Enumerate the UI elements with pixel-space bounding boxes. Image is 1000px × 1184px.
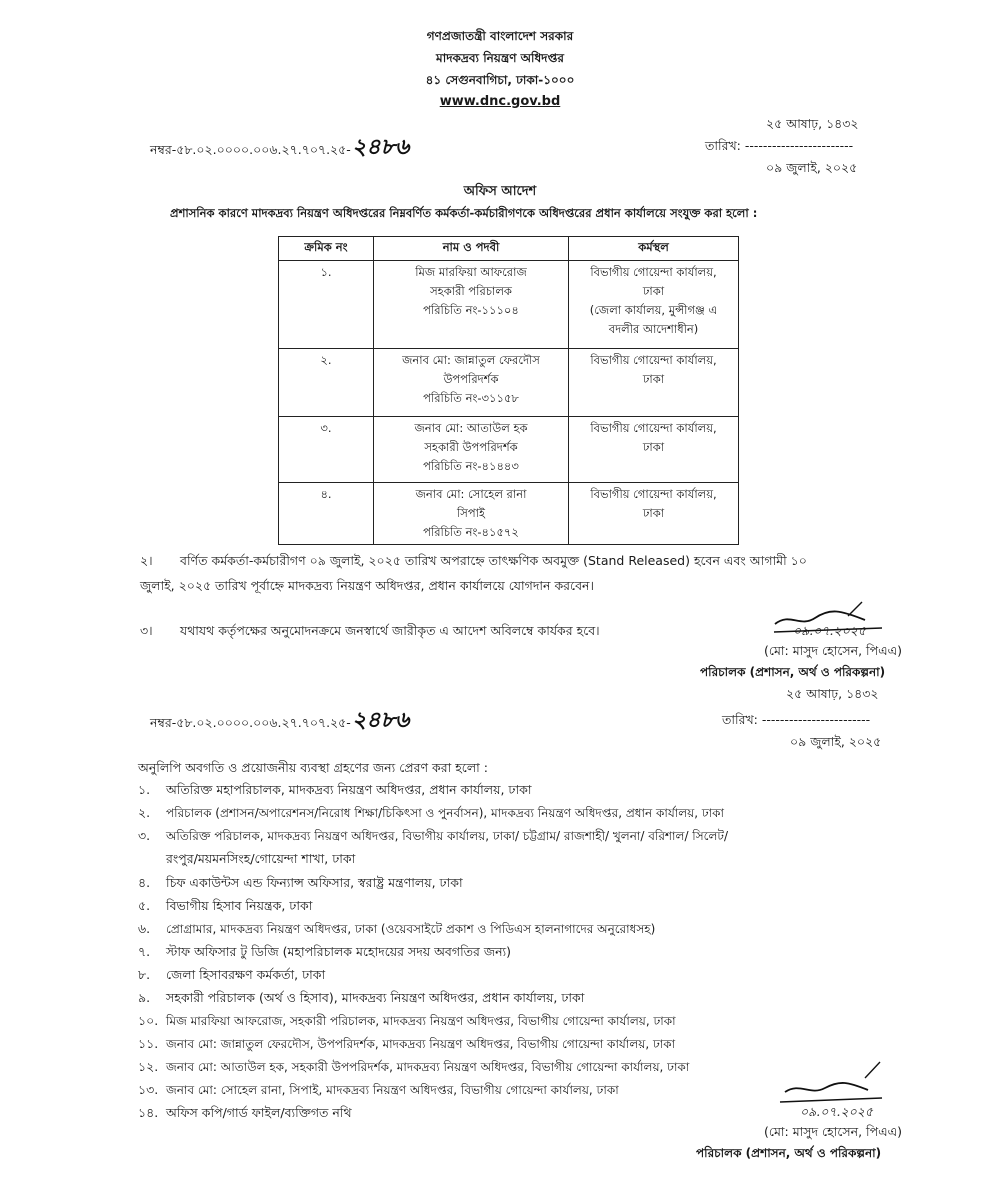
copy-signatory-name: (মো: মাসুদ হোসেন, পিএএ) — [764, 1124, 902, 1139]
paragraph-3-number: ৩। — [140, 623, 153, 638]
list-item: ১০. মিজ মারফিয়া আফরোজ, সহকারী পরিচালক, মাদকদ্রব্য নিয়ন্ত্রণ অধিদপ্তর, বিভাগীয় গোয়েন্দা কার্যালয়, ঢাকা — [138, 1013, 676, 1028]
serial-cell: ৪. — [279, 483, 374, 545]
copy-date-bangla: ২৫ আষাঢ়, ১৪৩২ — [786, 686, 879, 701]
list-item: ৭. স্টাফ অফিসার টু ডিজি (মহাপরিচালক মহোদয়ের সদয় অবগতির জন্য) — [138, 944, 512, 959]
memo-number-handwritten: ২৪৮৬ — [352, 134, 410, 160]
memo-number: নম্বর-৫৮.০২.০০০০.০০৬.২৭.৭০৭.২৫- — [150, 142, 351, 157]
serial-cell: ৩. — [279, 417, 374, 483]
name-cell: মিজ মারফিয়া আফরোজ সহকারী পরিচালক পরিচিতি নং-১১১০৪ — [374, 261, 569, 349]
list-item: ৬. প্রোগ্রামার, মাদকদ্রব্য নিয়ন্ত্রণ অধিদপ্তর, ঢাকা (ওয়েবসাইটে প্রকাশ ও পিডিএস হালনাগাদের অনুরোধসহ) — [138, 921, 656, 936]
table-header-row — [279, 237, 739, 261]
column-header: নাম ও পদবী — [374, 237, 569, 261]
name-cell: জনাব মো: জান্নাতুল ফেরদৌস উপপরিদর্শক পরিচিতি নং-৩১১৫৮ — [374, 349, 569, 417]
govt-name: গণপ্রজাতন্ত্রী বাংলাদেশ সরকার — [426, 29, 574, 43]
workplace-cell: বিভাগীয় গোয়েন্দা কার্যালয়, ঢাকা — [569, 349, 739, 417]
name-cell: জনাব মো: আতাউল হক সহকারী উপপরিদর্শক পরিচিতি নং-৪১৪৪৩ — [374, 417, 569, 483]
signatory-designation: পরিচালক (প্রশাসন, অর্থ ও পরিকল্পনা) — [700, 665, 886, 679]
paragraph-3-text: যথাযথ কর্তৃপক্ষের অনুমোদনক্রমে জনস্বার্থে জারীকৃত এ আদেশ অবিলম্বে কার্যকর হবে। — [180, 623, 600, 638]
memo-date-gregorian: ০৯ জুলাই, ২০২৫ — [766, 160, 858, 175]
copy-date-gregorian: ০৯ জুলাই, ২০২৫ — [790, 734, 882, 749]
serial-cell: ১. — [279, 261, 374, 349]
paragraph-2-line-2: জুলাই, ২০২৫ তারিখ পূর্বাহ্নে মাদকদ্রব্য নিয়ন্ত্রণ অধিদপ্তর, প্রধান কার্যালয়ে যোগদান করবেন। — [140, 578, 594, 593]
list-item: ১৩. জনাব মো: সোহেল রানা, সিপাই, মাদকদ্রব্য নিয়ন্ত্রণ অধিদপ্তর, বিভাগীয় গোয়েন্দা কার্যালয়, ঢাকা — [138, 1082, 619, 1097]
name-cell: জনাব মো: সোহেল রানা সিপাই পরিচিতি নং-৪১৫৭২ — [374, 483, 569, 545]
paragraph-2-line-1: বর্ণিত কর্মকর্তা-কর্মচারীগণ ০৯ জুলাই, ২০২৫ তারিখ অপরাহ্নে তাৎক্ষণিক অবমুক্ত (Stand Released) হবেন এবং আগামী ১০ — [180, 553, 807, 568]
list-item: ৩. অতিরিক্ত পরিচালক, মাদকদ্রব্য নিয়ন্ত্রণ অধিদপ্তর, বিভাগীয় কার্যালয়, ঢাকা/ চট্টগ্রাম/ রাজশাহী/ খুলনা/ বরিশাল/ সিলেট/ — [138, 828, 729, 843]
column-header: কর্মস্থল — [569, 237, 739, 261]
order-intro: প্রশাসনিক কারণে মাদকদ্রব্য নিয়ন্ত্রণ অধিদপ্তরের নিম্নবর্ণিত কর্মকর্তা-কর্মচারীগণকে অধিদপ্তরের প্রধান কার্যালয়ে সংযুক্ত করা হলো : — [170, 206, 758, 220]
signatory-name: (মো: মাসুদ হোসেন, পিএএ) — [764, 643, 902, 658]
list-item: ২. পরিচালক (প্রশাসন/অপারেশনস/নিরোধ শিক্ষা/চিকিৎসা ও পুনর্বাসন), মাদকদ্রব্য নিয়ন্ত্রণ অধিদপ্তর, প্রধান কার্যালয়, ঢাকা — [138, 805, 725, 820]
list-item: ১৪. অফিস কপি/গার্ড ফাইল/ব্যক্তিগত নথি — [138, 1105, 352, 1120]
list-item: ১১. জনাব মো: জান্নাতুল ফেরদৌস, উপপরিদর্শক, মাদকদ্রব্য নিয়ন্ত্রণ অধিদপ্তর, বিভাগীয় গোয়েন্দা কার্যালয়, ঢাকা — [138, 1036, 676, 1051]
copy-memo-number-handwritten: ২৪৮৬ — [352, 707, 410, 733]
memo-date-bangla: ২৫ আষাঢ়, ১৪৩২ — [766, 116, 859, 131]
paragraph-2-number: ২। — [140, 553, 153, 568]
serial-cell: ২. — [279, 349, 374, 417]
transfer-table — [278, 236, 739, 545]
column-header: ক্রমিক নং — [279, 237, 374, 261]
copy-memo-number: নম্বর-৫৮.০২.০০০০.০০৬.২৭.৭০৭.২৫- — [150, 715, 351, 730]
copy-signature-date: ০৯.০৭.২০২৫ — [800, 1104, 873, 1119]
website-link[interactable]: www.dnc.gov.bd — [439, 94, 561, 109]
copy-intro: অনুলিপি অবগতি ও প্রয়োজনীয় ব্যবস্থা গ্রহণের জন্য প্রেরণ করা হলো : — [138, 760, 488, 775]
copy-signatory-designation: পরিচালক (প্রশাসন, অর্থ ও পরিকল্পনা) — [696, 1146, 882, 1160]
workplace-cell: বিভাগীয় গোয়েন্দা কার্যালয়, ঢাকা — [569, 417, 739, 483]
department-address: ৪১ সেগুনবাগিচা, ঢাকা-১০০০ — [425, 73, 575, 87]
memo-date-label: তারিখ: ------------------------ — [705, 138, 854, 153]
table-row — [279, 483, 739, 545]
table-row — [279, 417, 739, 483]
table-row — [279, 261, 739, 349]
list-item: ১২. জনাব মো: আতাউল হক, সহকারী উপপরিদর্শক, মাদকদ্রব্য নিয়ন্ত্রণ অধিদপ্তর, বিভাগীয় গোয়েন্দা কার্যালয়, ঢাকা — [138, 1059, 690, 1074]
list-item: ৫. বিভাগীয় হিসাব নিয়ন্ত্রক, ঢাকা — [138, 898, 313, 913]
list-item: ৪. চিফ একাউন্টস এন্ড ফিন্যান্স অফিসার, স্বরাষ্ট্র মন্ত্রণালয়, ঢাকা — [138, 875, 463, 890]
list-item: ৯. সহকারী পরিচালক (অর্থ ও হিসাব), মাদকদ্রব্য নিয়ন্ত্রণ অধিদপ্তর, প্রধান কার্যালয়, ঢাকা — [138, 990, 585, 1005]
workplace-cell: বিভাগীয় গোয়েন্দা কার্যালয়, ঢাকা (জেলা কার্যালয়, মুন্সীগঞ্জ এ বদলীর আদেশাধীন) — [569, 261, 739, 349]
signature-date: ০৯.০৭.২০২৫ — [793, 623, 866, 638]
department-name: মাদকদ্রব্য নিয়ন্ত্রণ অধিদপ্তর — [436, 51, 564, 65]
workplace-cell: বিভাগীয় গোয়েন্দা কার্যালয়, ঢাকা — [569, 483, 739, 545]
list-item-continuation: রংপুর/ময়মনসিংহ/গোয়েন্দা শাখা, ঢাকা — [166, 851, 356, 866]
table-row — [279, 349, 739, 417]
list-item: ৮. জেলা হিসাবরক্ষণ কর্মকর্তা, ঢাকা — [138, 967, 326, 982]
document-title: অফিস আদেশ — [463, 184, 537, 199]
list-item: ১. অতিরিক্ত মহাপরিচালক, মাদকদ্রব্য নিয়ন্ত্রণ অধিদপ্তর, প্রধান কার্যালয়, ঢাকা — [138, 782, 532, 797]
copy-date-label: তারিখ: ------------------------ — [722, 712, 871, 727]
